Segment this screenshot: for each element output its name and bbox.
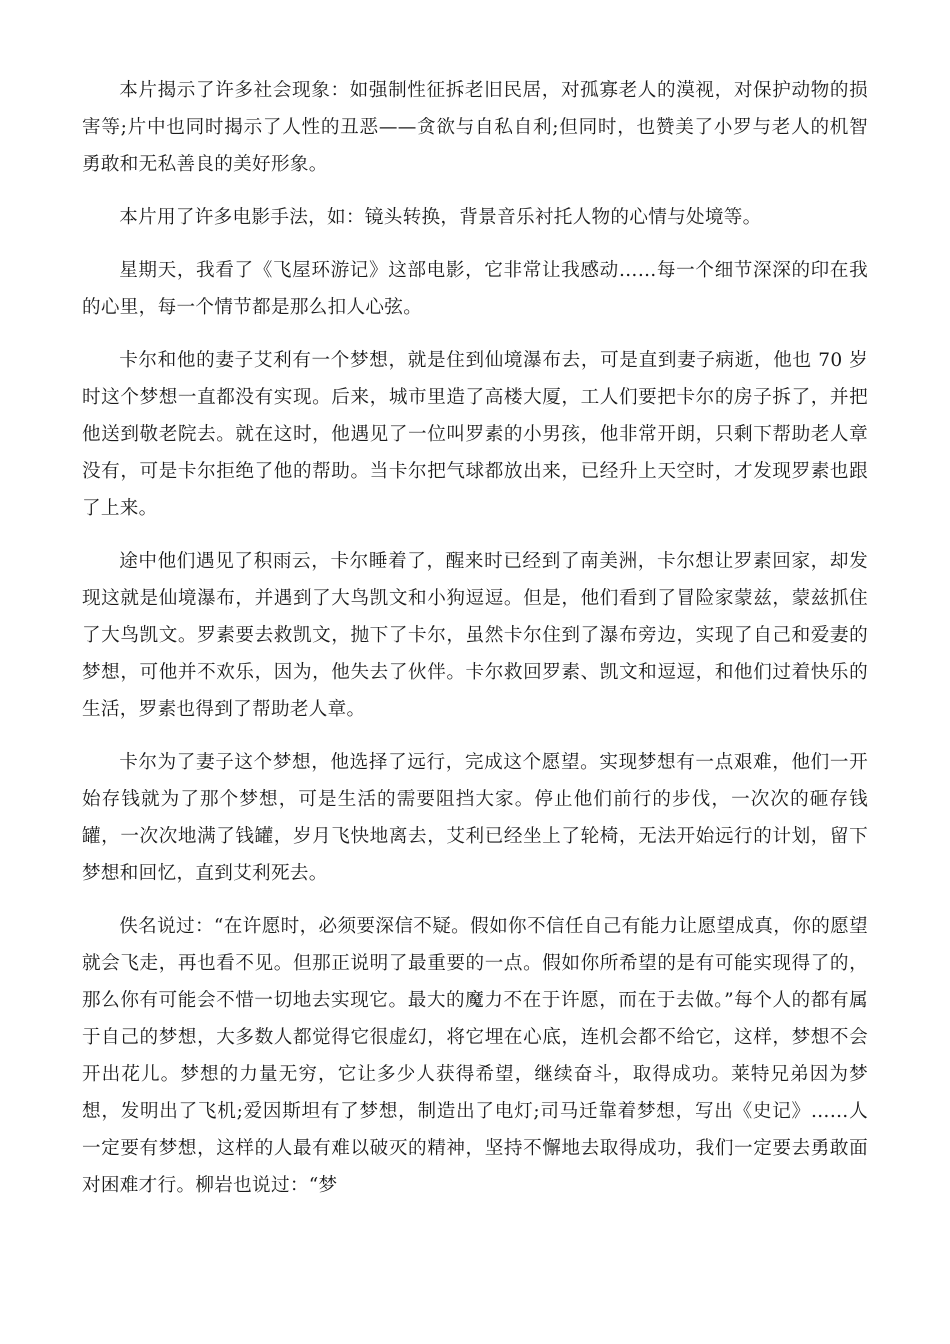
paragraph-film-techniques: 本片用了许多电影手法，如：镜头转换，背景音乐衬托人物的心情与处境等。 (119, 207, 762, 228)
paragraph-power-of-dreams: 佚名说过：“在许愿时，必须要深信不疑。假如你不信任自己有能力让愿望成真，你的愿望就会飞走，再也看不见。但那正说明了最重要的一点。假如你所希望的是有可能实现得了的，那么你有可能会不惜一切地去实现它。最大的魔力不在于许愿，而在于去做。”每个人的都有属于自己的梦想，大多数人都觉得它很虚幻，将它埋在心底，连机会都不给它，这样，梦想不会开出花儿。梦想的力量无穷，它让多少人获得希望，继续奋斗，取得成功。莱特兄弟因为梦想，发明出了飞机;爱因斯坦有了梦想，制造出了电灯;司马迁靠着梦想，写出《史记》……人一定要有梦想，这样的人最有难以破灭的精神，坚持不懈地去取得成功，我们一定要去勇敢面对困难才行。柳岩也说过：“梦 (82, 916, 868, 1196)
paragraph-sunday-movie: 星期天，我看了《飞屋环游记》这部电影，它非常让我感动……每一个细节深深的印在我的心里，每一个情节都是那么扣人心弦。 (82, 260, 868, 318)
paragraph-dream-for-wife: 卡尔为了妻子这个梦想，他选择了远行，完成这个愿望。实现梦想有一点艰难，他们一开始存钱就为了那个梦想，可是生活的需要阻挡大家。停止他们前行的步伐，一次次的砸存钱罐，一次次地满了钱罐，岁月飞快地离去，艾利已经坐上了轮椅，无法开始远行的计划，留下梦想和回忆，直到艾利死去。 (82, 752, 868, 884)
paragraph-social-phenomena: 本片揭示了许多社会现象：如强制性征拆老旧民居，对孤寡老人的漠视，对保护动物的损害等;片中也同时揭示了人性的丑恶——贪欲与自私自利;但同时，也赞美了小罗与老人的机智勇敢和无私善良的美好形象。 (82, 80, 868, 175)
paragraph-journey: 途中他们遇见了积雨云，卡尔睡着了，醒来时已经到了南美洲，卡尔想让罗素回家，却发现这就是仙境瀑布，并遇到了大鸟凯文和小狗逗逗。但是，他们看到了冒险家蒙兹，蒙兹抓住了大鸟凯文。罗素要去救凯文，抛下了卡尔，虽然卡尔住到了瀑布旁边，实现了自己和爱妻的梦想，可他并不欢乐，因为，他失去了伙伴。卡尔救回罗素、凯文和逗逗，和他们过着快乐的生活，罗素也得到了帮助老人章。 (82, 551, 868, 720)
paragraph-carl-and-ellie: 卡尔和他的妻子艾利有一个梦想，就是住到仙境瀑布去，可是直到妻子病逝，他也 70 岁时这个梦想一直都没有实现。后来，城市里造了高楼大厦，工人们要把卡尔的房子拆了，并把他送到敬老院去。就在这时，他遇见了一位叫罗素的小男孩，他非常开朗，只剩下帮助老人章没有，可是卡尔拒绝了他的帮助。当卡尔把气球都放出来，已经升上天空时，才发现罗素也跟了上来。 (82, 350, 868, 519)
